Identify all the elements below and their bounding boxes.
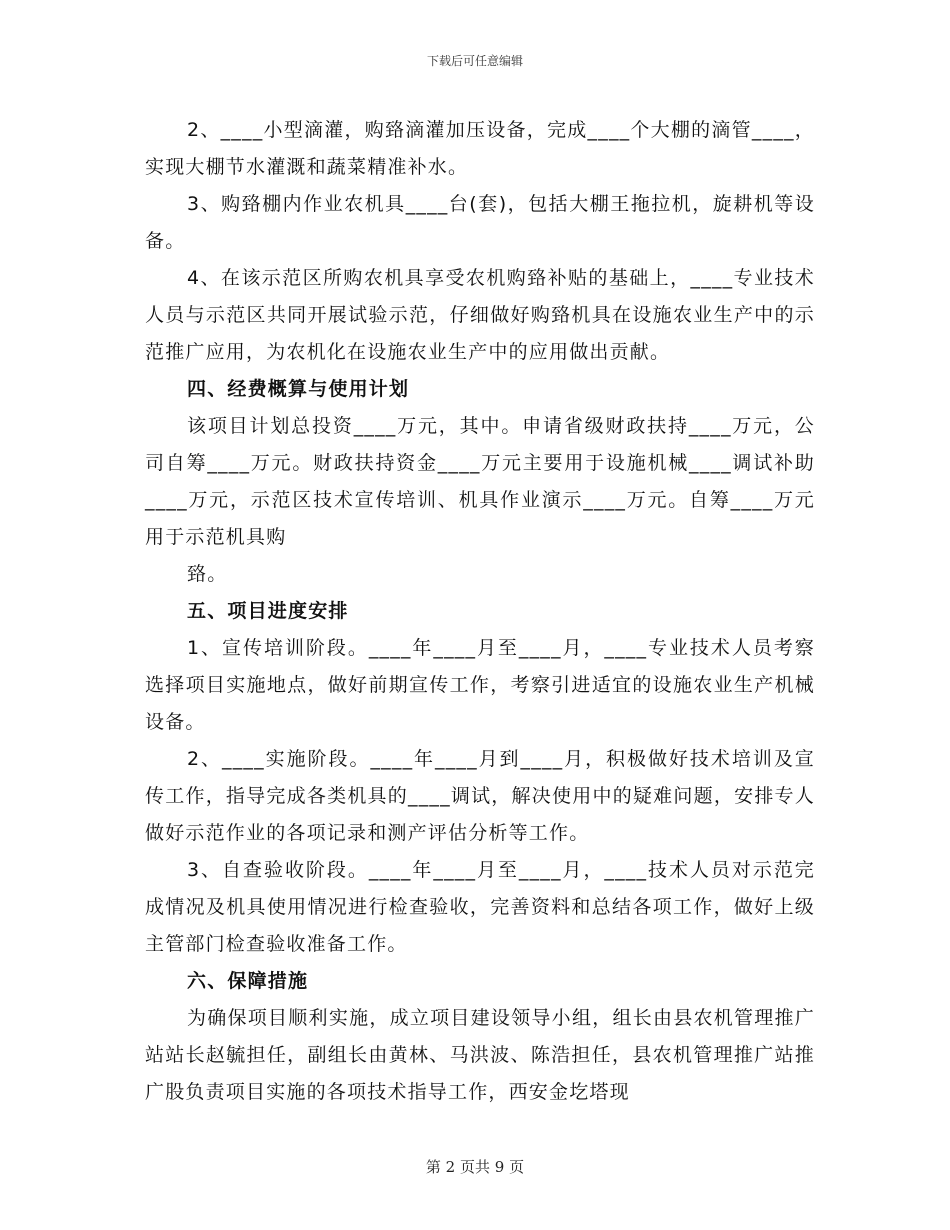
paragraph-budget: 该项目计划总投资____万元，其中。申请省级财政扶持____万元，公司自筹____万元。财政扶持资金____万元主要用于设施机械____调试补助____万元，示范区技术宣传培训、机具作业演示____万元。自筹____万元用于示范机具购 — [145, 415, 815, 548]
paragraph-schedule-1: 1、宣传培训阶段。____年____月至____月，____专业技术人员考察选择项目实施地点，做好前期宣传工作，考察引进适宜的设施农业生产机械设备。 — [145, 637, 815, 733]
paragraph-schedule-2: 2、____实施阶段。____年____月到____月，积极做好技术培训及宣传工作，指导完成各类机具的____调试，解决使用中的疑难问题，安排专人做好示范作业的各项记录和测产评估分析等工作。 — [145, 748, 815, 844]
section-heading-safeguards: 六、保障措施 — [187, 970, 309, 992]
section-heading-schedule: 五、项目进度安排 — [187, 600, 349, 622]
document-body — [145, 112, 815, 1111]
section-heading-budget: 四、经费概算与使用计划 — [187, 378, 410, 400]
paragraph-item-3: 3、购臵棚内作业农机具____台(套)，包括大棚王拖拉机，旋耕机等设备。 — [145, 193, 815, 252]
paragraph-item-4: 4、在该示范区所购农机具享受农机购臵补贴的基础上，____专业技术人员与示范区共同开展试验示范，仔细做好购臵机具在设施农业生产中的示范推广应用，为农机化在设施农业生产中的应用做出贡献。 — [145, 267, 815, 363]
page-footer: 第 2 页共 9 页 — [425, 1158, 525, 1176]
paragraph-budget-continued: 臵。 — [187, 563, 228, 585]
page-header: 下载后可任意编辑 — [426, 54, 523, 68]
paragraph-safeguards: 为确保项目顺利实施，成立项目建设领导小组，组长由县农机管理推广站站长赵毓担任，副组长由黄林、马洪波、陈浩担任，县农机管理推广站推广股负责项目实施的各项技术指导工作，西安金圪塔现 — [145, 1007, 815, 1103]
paragraph-schedule-3: 3、自查验收阶段。____年____月至____月，____技术人员对示范完成情况及机具使用情况进行检查验收，完善资料和总结各项工作，做好上级主管部门检查验收准备工作。 — [145, 859, 815, 955]
paragraph-item-2: 2、____小型滴灌，购臵滴灌加压设备，完成____个大棚的滴管____，实现大棚节水灌溉和蔬菜精准补水。 — [145, 119, 815, 178]
